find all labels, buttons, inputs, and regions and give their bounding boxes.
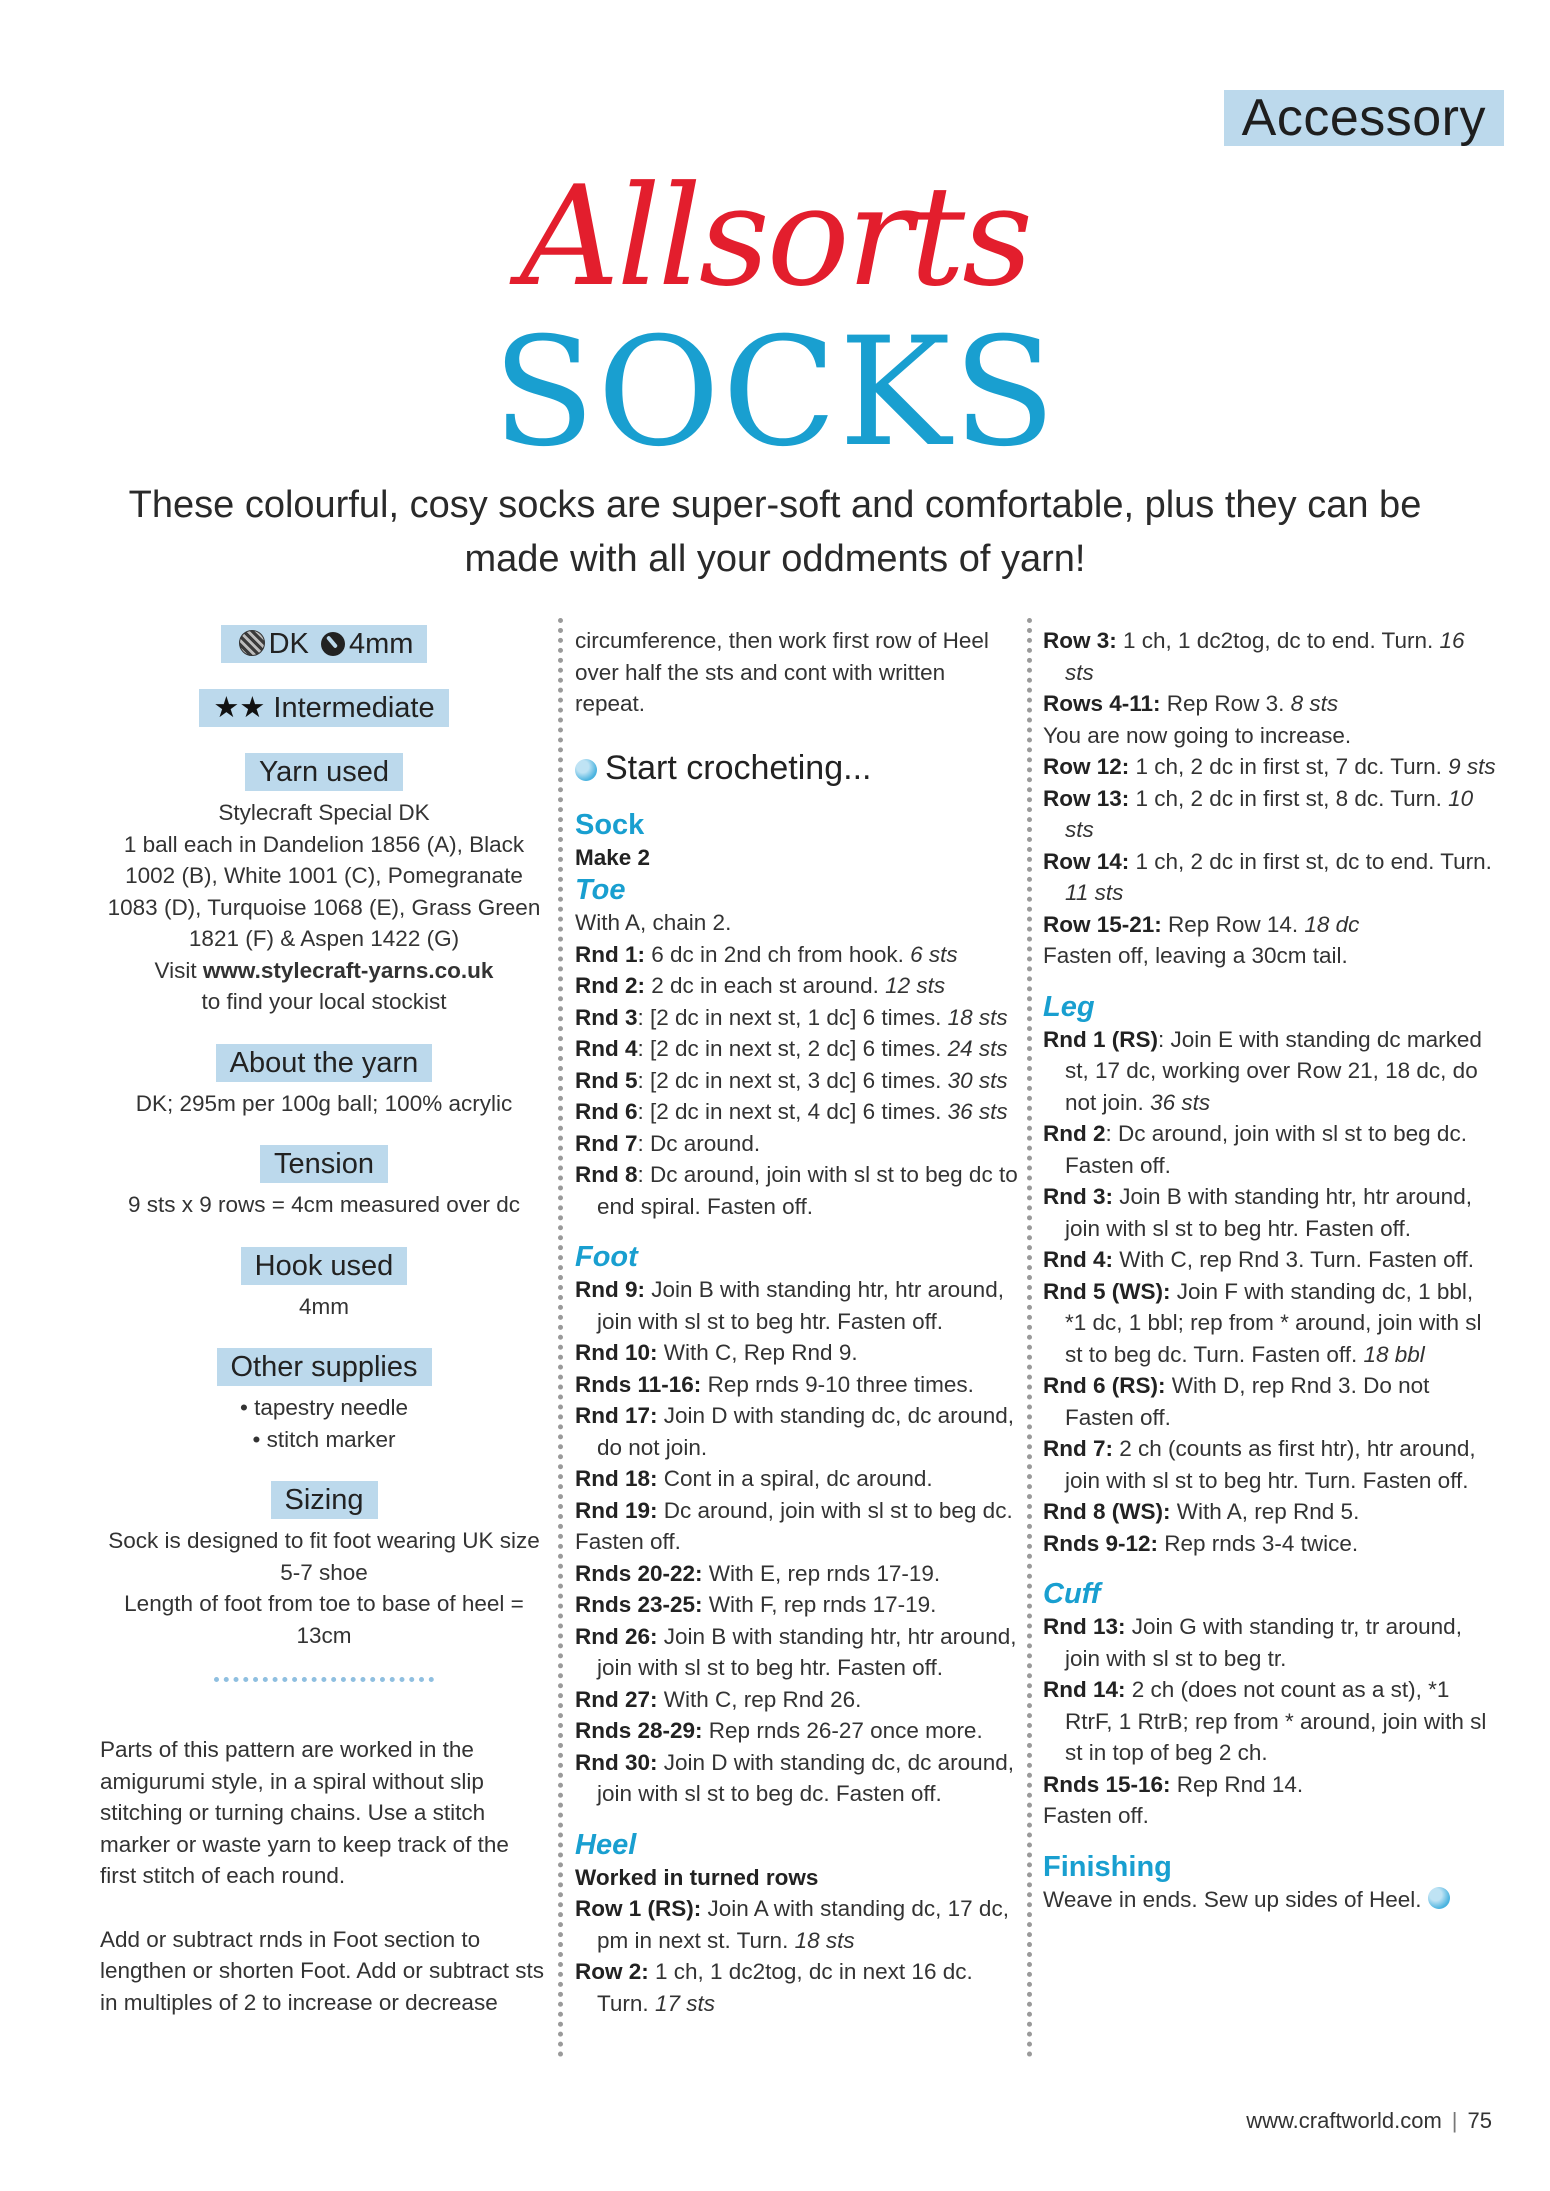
step-text: : [2 dc in next st, 2 dc] 6 times. [637,1036,948,1061]
step-label: Rnd 3: [1043,1184,1113,1209]
pattern-step [1043,1611,1498,1674]
step-label: Rnds 23-25: [575,1592,703,1617]
step-text: Dc around, join with sl st to beg dc. [657,1497,1013,1523]
step-text: 1 ch, 2 dc in first st, 7 dc. Turn. [1129,754,1449,779]
pattern-step [575,1463,1020,1495]
supply-item: • stitch marker [252,1426,396,1452]
heel-steps [575,1893,1020,2019]
yarn-used-line-2: 1 ball each in Dandelion 1856 (A), Black 1002 (B), White 1001 (C), Pomegranate 1083 (D), Turquoise 1068 (E), Grass Green 1821 (F) & Aspen 1422 (G) [107,831,541,951]
pattern-step [575,1589,1020,1621]
cuff-heading: Cuff [1043,1578,1101,1610]
pattern-step [575,1337,1020,1369]
step-label: Rnd 1: [575,941,645,967]
continued-text: circumference, then work first row of Heel over half the sts and cont with written repeat. [575,628,989,716]
step-label: Rnd 10: [575,1340,658,1365]
step-label: Row 1 (RS): [575,1896,702,1921]
step-text: Join B with standing htr, htr around, join with sl st to beg htr. Fasten off. [597,1623,1017,1680]
yarn-used-line-1: Stylecraft Special DK [218,800,430,825]
step-text: : Dc around, join with sl st to beg dc. Fasten off. [1065,1121,1467,1178]
step-label: Rnd 5 (WS): [1043,1278,1171,1304]
step-text: With C, rep Rnd 3. Turn. Fasten off. [1113,1247,1474,1272]
pattern-step [575,1956,1020,2019]
step-text: With C, rep Rnd 26. [657,1686,862,1712]
step-text: Rep Rnd 14. [1170,1771,1304,1797]
pattern-step [575,1096,1020,1128]
step-text: 1 ch, 2 dc in first st, dc to end. Turn. [1129,848,1492,874]
stitch-count: 18 bbl [1363,1341,1425,1367]
step-text: Rep rnds 9-10 three times. [701,1371,974,1397]
page-footer [1246,2108,1492,2134]
pattern-step [575,1893,1020,1956]
step-text: Join D with standing dc, dc around, join with sl st to beg dc. Fasten off. [597,1749,1014,1806]
pattern-step [575,1002,1020,1034]
step-text: 6 dc in 2nd ch from hook. [645,941,911,967]
pattern-step [1043,909,1498,941]
stitch-count: 9 sts [1448,754,1496,779]
step-label: Rnd 17: [575,1403,658,1428]
step-text: : Dc around. [637,1130,761,1156]
step-text: 1 ch, 1 dc2tog, dc in next 16 dc. Turn. [597,1959,973,2016]
stitch-count: 24 sts [947,1036,1008,1061]
pattern-step [1043,940,1498,972]
tension-text: 9 sts x 9 rows = 4cm measured over dc [127,1192,521,1217]
heel-heading: Heel [575,1828,637,1861]
pattern-step [575,1159,1020,1222]
hook-used-text: 4mm [299,1293,349,1319]
pattern-step [1043,846,1498,909]
step-label: Rnd 2 [1043,1121,1106,1146]
step-text: : [2 dc in next st, 4 dc] 6 times. [637,1099,948,1124]
column-divider-1 [558,618,563,2058]
cuff-steps [1043,1611,1498,1832]
pattern-step [1043,720,1498,752]
step-label: Rows 4-11: [1043,691,1161,716]
pattern-step [1043,783,1498,846]
step-text: : [2 dc in next st, 1 dc] 6 times. [637,1004,948,1030]
pattern-step [1043,1800,1498,1832]
pattern-step [1043,1528,1498,1560]
step-label: Rnd 4: [1043,1247,1113,1272]
step-text: Join G with standing tr, tr around, join with sl st to beg tr. [1065,1614,1462,1671]
step-label: Rnd 13: [1043,1614,1126,1639]
leg-steps [1043,1024,1498,1560]
stitch-count: 36 sts [947,1099,1008,1124]
pattern-step [1043,1674,1498,1769]
step-label: Row 13: [1043,785,1130,811]
step-text: Join F with standing dc, 1 bbl, *1 dc, 1 bbl; rep from * around, join with sl st to beg dc. Turn. Fasten off. [1065,1278,1482,1367]
stitch-count: 36 sts [1150,1089,1211,1115]
step-label: Rnd 9: [575,1277,645,1302]
step-text: : Join E with standing dc marked st, 17 dc, working over Row 21, 18 dc, do not join. [1065,1026,1482,1115]
supply-item: • tapestry needle [240,1395,408,1420]
title-script: Allsorts [519,156,1031,317]
step-text: Fasten off. [575,1529,681,1554]
toe-heading: Toe [575,874,626,906]
tension-label: Tension [260,1145,388,1183]
about-yarn-text: DK; 295m per 100g ball; 100% acrylic [135,1090,513,1116]
yarn-ball-icon [1428,1887,1450,1909]
pattern-step [1043,1433,1498,1496]
step-label: Rnds 9-12: [1043,1530,1159,1556]
step-text: 1 ch, 2 dc in first st, 8 dc. Turn. [1129,785,1449,811]
stitch-count: 6 sts [910,941,958,967]
pattern-step [575,1495,1020,1527]
yarn-ball-icon [239,630,265,656]
step-text: 2 ch (counts as first htr), htr around, join with sl st to beg htr. Turn. Fasten off. [1065,1436,1476,1493]
footer-url[interactable]: www.craftworld.com [1246,2108,1442,2133]
sock-heading: Sock [575,808,645,841]
step-label: Rnd 4 [575,1036,638,1061]
title-main: SOCKS [492,306,1058,480]
pattern-step [1043,1769,1498,1801]
step-text: Fasten off, leaving a 30cm tail. [1043,943,1348,968]
step-label: Row 15-21: [1043,911,1162,937]
step-text: : [2 dc in next st, 3 dc] 6 times. [637,1067,948,1093]
pattern-step [1043,1118,1498,1181]
pattern-step [575,1065,1020,1097]
pattern-step [1043,688,1498,720]
stitch-count: 10 sts [1065,785,1474,842]
step-label: Rnd 2: [575,973,645,998]
step-label: Rnd 8 (WS): [1043,1499,1171,1524]
finishing-heading: Finishing [1043,1850,1172,1883]
step-label: Rnds 11-16: [575,1371,702,1397]
hook-size: 4mm [348,628,414,660]
toe-steps [575,939,1020,1223]
pattern-step [575,1274,1020,1337]
yarn-ball-icon [575,759,597,781]
stitch-count: 17 sts [654,1990,715,2016]
pattern-step [1043,1276,1498,1371]
step-text: Fasten off. [1043,1803,1149,1828]
yarn-weight: DK [268,628,309,660]
step-text: With A, rep Rnd 5. [1170,1499,1360,1524]
step-label: Rnd 30: [575,1749,658,1775]
finishing-text: Weave in ends. Sew up sides of Heel. [1043,1884,1498,1916]
step-label: Rnd 18: [575,1466,658,1491]
step-text: Rep Row 14. [1161,911,1305,937]
step-label: Rnd 6 (RS): [1043,1373,1166,1398]
pattern-step [575,1747,1020,1810]
pattern-step [1043,1370,1498,1433]
footer-separator: | [1451,2108,1458,2133]
level-label [199,689,448,727]
note-paragraph-1: Parts of this pattern are worked in the amigurumi style, in a spiral without slip stitching or turning chains. Use a stitch marker or waste yarn to keep track of the first stitch of each round. [100,1737,509,1888]
leg-heading: Leg [1043,990,1095,1023]
yarn-hook-label [221,625,428,663]
column-divider-2 [1027,618,1032,2058]
step-text: Rep Row 3. [1160,691,1291,716]
stitch-count: 30 sts [947,1067,1008,1093]
step-text: 2 ch (does not count as a st), *1 RtrF, 1 RtrB; rep from * around, join with sl st in top of beg 2 ch. [1065,1677,1487,1765]
pattern-step [575,1526,1020,1558]
step-text: 1 ch, 1 dc2tog, dc to end. Turn. [1116,628,1440,653]
step-label: Rnds 28-29: [575,1718,703,1743]
category-tag: Accessory [1224,90,1504,146]
visit-line: Visit www.stylecraft-yarns.co.uk [154,957,494,983]
pattern-step [575,1128,1020,1160]
pattern-step [575,1715,1020,1747]
step-text: 2 dc in each st around. [645,973,886,998]
pattern-step [575,939,1020,971]
dotted-separator [214,1677,434,1682]
step-label: Rnd 26: [575,1623,658,1649]
other-supplies-label: Other supplies [217,1348,432,1386]
step-label: Rnd 27: [575,1686,658,1712]
pattern-step [575,1369,1020,1401]
heel-subheading: Worked in turned rows [575,1864,819,1890]
about-yarn-label: About the yarn [216,1044,433,1082]
step-label: Rnd 7 [575,1130,638,1156]
pattern-step [575,1621,1020,1684]
pattern-step [1043,1024,1498,1119]
note-paragraph-2: Add or subtract rnds in Foot section to lengthen or shorten Foot. Add or subtract sts in multiples of 2 to increase or decrease [100,1926,545,2015]
stitch-count: 11 sts [1065,880,1124,905]
step-label: Row 3: [1043,628,1117,653]
step-label: Rnd 5 [575,1067,638,1093]
step-text: With E, rep rnds 17-19. [702,1560,941,1586]
visit-suffix: to find your local stockist [201,989,447,1014]
step-text: Rep rnds 3-4 twice. [1158,1530,1359,1556]
start-crocheting-heading: Start crocheting... [575,746,1020,790]
right-column [1043,625,1498,1915]
stitch-count: 16 sts [1065,628,1465,685]
step-text: Rep rnds 26-27 once more. [702,1718,983,1743]
star-icon: ★★ [213,692,266,724]
step-label: Rnds 15-16: [1043,1771,1171,1797]
stitch-count: 12 sts [885,973,946,998]
make-count: Make 2 [575,844,651,870]
foot-steps [575,1274,1020,1810]
heel-steps-continued [1043,625,1498,972]
step-text: Cont in a spiral, dc around. [657,1466,933,1491]
sizing-label: Sizing [271,1481,378,1519]
page-number: 75 [1467,2108,1492,2133]
yarn-used-label: Yarn used [245,753,403,791]
step-label: Rnd 3 [575,1004,638,1030]
step-text: Join B with standing htr, htr around, join with sl st to beg htr. Fasten off. [597,1277,1004,1334]
pattern-step [1043,1181,1498,1244]
step-text: Join A with standing dc, 17 dc, pm in next st. Turn. [597,1896,1009,1953]
step-text: : Dc around, join with sl st to beg dc to end spiral. Fasten off. [597,1162,1018,1219]
toe-intro: With A, chain 2. [575,910,732,935]
step-text: You are now going to increase. [1043,722,1352,748]
pattern-step [575,1558,1020,1590]
pattern-step [1043,751,1498,783]
step-label: Rnd 1 (RS) [1043,1026,1158,1052]
step-label: Rnd 19: [575,1497,658,1523]
stitch-count: 18 sts [947,1004,1008,1030]
hook-used-label: Hook used [241,1247,408,1285]
step-label: Row 2: [575,1959,649,1984]
step-label: Rnd 8 [575,1162,638,1187]
sizing-text-2: Length of foot from toe to base of heel = 13cm [124,1591,524,1648]
sizing-text-1: Sock is designed to fit foot wearing UK size 5-7 shoe [108,1528,540,1585]
step-label: Rnd 7: [1043,1436,1113,1461]
left-column [100,625,548,2050]
pattern-step [1043,1244,1498,1276]
stitch-count: 8 sts [1290,691,1339,716]
step-text: Join D with standing dc, dc around, do not join. [597,1403,1014,1460]
crochet-hook-icon [321,632,345,656]
stitch-count: 18 dc [1304,911,1360,937]
step-label: Rnds 20-22: [575,1560,703,1586]
pattern-step [575,1684,1020,1716]
step-label: Rnd 14: [1043,1677,1126,1702]
step-label: Rnd 6 [575,1099,638,1124]
pattern-step [1043,625,1498,688]
step-label: Row 12: [1043,754,1130,779]
pattern-step [575,1400,1020,1463]
step-label: Row 14: [1043,848,1130,874]
pattern-step [575,1033,1020,1065]
pattern-step [575,970,1020,1002]
stylecraft-link[interactable]: www.stylecraft-yarns.co.uk [202,957,494,983]
intro-text: These colourful, cosy socks are super-soft and comfortable, plus they can be made with all your oddments of yarn! [128,484,1422,580]
foot-heading: Foot [575,1241,638,1273]
step-text: With C, Rep Rnd 9. [657,1340,858,1365]
level-text: Intermediate [273,692,435,724]
pattern-step [1043,1496,1498,1528]
stitch-count: 18 sts [794,1927,855,1953]
step-text: Join B with standing htr, htr around, join with sl st to beg htr. Fasten off. [1065,1184,1472,1241]
step-text: With D, rep Rnd 3. Do not Fasten off. [1065,1373,1430,1430]
step-text: With F, rep rnds 17-19. [702,1592,937,1617]
middle-column [575,625,1020,2019]
